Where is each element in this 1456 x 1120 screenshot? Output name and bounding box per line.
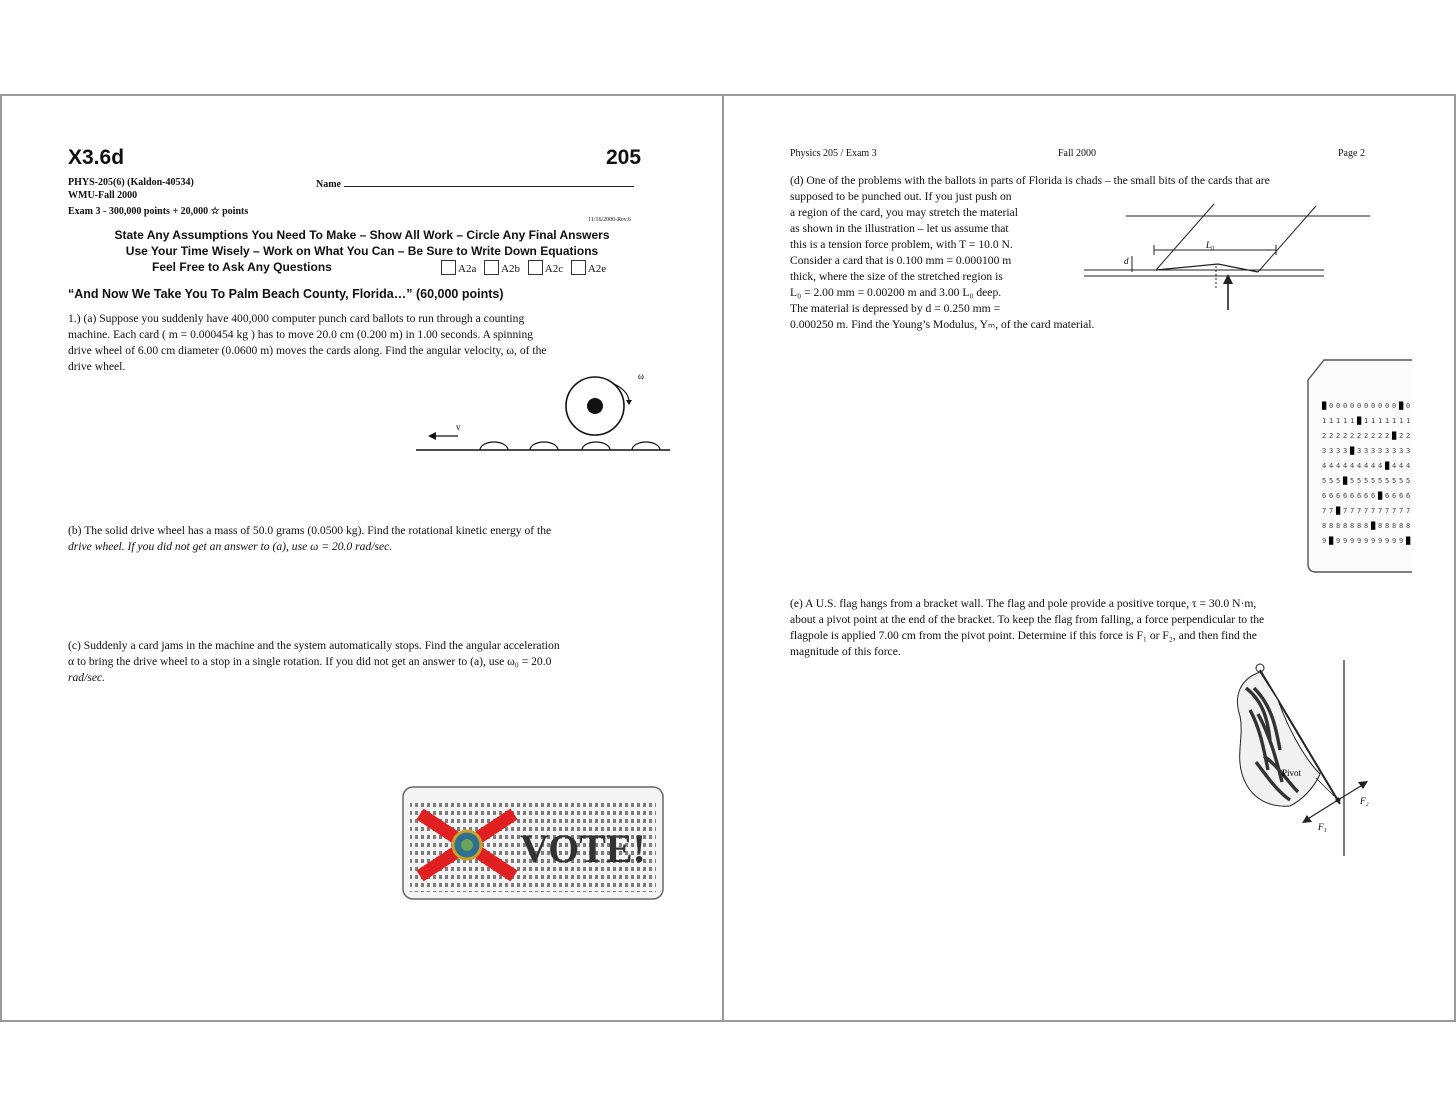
section-title: “And Now We Take You To Palm Beach County, Florida…” (60,000 points) [68,287,504,301]
velocity-label: v [456,422,461,432]
card-digit: 5 [1364,477,1369,485]
card-digit: 3 [1322,447,1327,455]
card-digit: 8 [1385,522,1390,530]
card-digit: █ [1385,462,1390,470]
question-1c: (c) Suddenly a card jams in the machine and the system automatically stops. Find the angular acceleration α to bring the drive wheel to a stop in a single rotation. If you did not get an answer to (a), use ω₀ = 20.0 rad/sec. [68,639,560,684]
checkbox-a2a[interactable] [441,260,456,275]
card-digit: 0 [1406,402,1411,410]
card-digit: 7 [1385,507,1390,515]
card-digit: 3 [1336,447,1341,455]
card-digit: 5 [1350,477,1355,485]
card-digit: 5 [1329,477,1334,485]
card-digit: 6 [1343,492,1348,500]
card-digit: 8 [1406,522,1411,530]
exam-page-1 [0,94,724,1022]
card-digit: 0 [1371,402,1376,410]
card-digit: 0 [1357,402,1362,410]
card-digit: 0 [1378,402,1383,410]
card-digit: 9 [1364,537,1369,545]
card-digit: 1 [1322,417,1327,425]
card-digit: 4 [1329,462,1334,470]
card-digit: 9 [1343,537,1348,545]
card-digit: 5 [1378,477,1383,485]
card-digit: 3 [1364,447,1369,455]
card-digit: 5 [1357,477,1362,485]
card-digit: 1 [1385,417,1390,425]
card-digit: 8 [1378,522,1383,530]
card-digit: 5 [1385,477,1390,485]
florida-seal-center [461,839,473,851]
card-digit: █ [1406,537,1411,545]
card-digit: 4 [1378,462,1383,470]
card-digit: 3 [1357,447,1362,455]
card-digit: 7 [1399,507,1404,515]
card-digit: █ [1378,492,1383,500]
card-digit: █ [1322,402,1327,410]
card-digit: 9 [1350,537,1355,545]
wheel-axle [587,398,603,414]
card-digit: 9 [1399,537,1404,545]
instruction-line-2: Use Your Time Wisely – Work on What You Can – Be Sure to Write Down Equations [125,244,599,258]
card-digit: 1 [1364,417,1369,425]
card-digit: 1 [1350,417,1355,425]
f2-label: F₂ [1360,796,1369,806]
card-digit: 1 [1406,417,1411,425]
card-digit: 4 [1350,462,1355,470]
d-label: d [1124,256,1129,266]
card-digit: 9 [1392,537,1397,545]
pivot-label: Pivot [1282,768,1302,778]
roller [530,442,558,450]
punch-card-image [1306,358,1412,576]
card-digit: 3 [1378,447,1383,455]
card-digit: 3 [1385,447,1390,455]
card-digit: 2 [1364,432,1369,440]
force-f1-arrow-head [1302,815,1312,823]
card-digit: 1 [1371,417,1376,425]
card-digit: 7 [1343,507,1348,515]
card-digit: 6 [1357,492,1362,500]
card-digit: █ [1336,507,1341,515]
roller [582,442,610,450]
card-digit: 1 [1392,417,1397,425]
card-digit: 2 [1371,432,1376,440]
card-digit: 7 [1378,507,1383,515]
card-digit: 8 [1357,522,1362,530]
exam-points-line: Exam 3 - 300,000 points + 20,000 ☆ points [68,206,249,217]
card-digit: 9 [1371,537,1376,545]
card-digit: 8 [1350,522,1355,530]
page-header-page-number: Page 2 [1338,148,1365,159]
name-field[interactable] [316,176,634,191]
card-digit: 3 [1329,447,1334,455]
card-digit: 3 [1399,447,1404,455]
card-digit: 6 [1399,492,1404,500]
card-digit: 9 [1378,537,1383,545]
card-digit: 4 [1392,462,1397,470]
depressed-profile [1156,264,1258,272]
checkbox-a2c[interactable] [528,260,543,275]
card-digit: 7 [1322,507,1327,515]
card-digit: 4 [1364,462,1369,470]
card-digit: 2 [1350,432,1355,440]
velocity-arrow-head [428,432,436,440]
card-digit: █ [1399,402,1404,410]
exam-instructions [62,227,662,259]
question-1d-intro: (d) One of the problems with the ballots in parts of Florida is chads – the small bits of the cards that are [790,174,1270,187]
card-digit: 8 [1322,522,1327,530]
question-1e: (e) A U.S. flag hangs from a bracket wall. The flag and pole provide a positive torque, τ = 30.0 N·m, about a pivot point at the end of the bracket. To keep the flag from falling, a force perpendicular to the flagpole is applied 7.00 cm from the pivot point. Determine if this force is F₁ or F₂, and then find the magnitude of this force. [790,597,1265,658]
card-digit: 0 [1350,402,1355,410]
page-header-term: Fall 2000 [1058,148,1097,159]
card-digit: 2 [1343,432,1348,440]
card-digit: 5 [1371,477,1376,485]
card-digit: 9 [1336,537,1341,545]
card-digit: █ [1343,477,1348,485]
card-digit: 7 [1371,507,1376,515]
card-digit: 1 [1399,417,1404,425]
drive-wheel-diagram [412,370,674,460]
card-digit: 8 [1329,522,1334,530]
card-digit: 6 [1385,492,1390,500]
card-digit: 1 [1336,417,1341,425]
course-number: 205 [606,146,642,169]
card-digit: 2 [1378,432,1383,440]
card-digit: 5 [1336,477,1341,485]
card-digit: █ [1392,432,1397,440]
card-digit: 8 [1364,522,1369,530]
card-digit: 8 [1392,522,1397,530]
card-digit: 2 [1357,432,1362,440]
card-digit: █ [1350,447,1355,455]
card-digit: 4 [1399,462,1404,470]
card-digit: 3 [1371,447,1376,455]
card-digit: 0 [1364,402,1369,410]
answer-key-checkboxes: A2a A2b A2c A2e [436,260,606,275]
roller [632,442,660,450]
card-digit: 2 [1399,432,1404,440]
card-digit: 2 [1336,432,1341,440]
card-digit: 6 [1329,492,1334,500]
exam-page-2 [722,94,1456,1022]
card-digit: 6 [1406,492,1411,500]
stretch-region-left [1156,204,1214,270]
card-digit: 4 [1343,462,1348,470]
omega-label: ω [638,371,644,381]
l0-label: L₀ [1206,240,1215,250]
card-digit: 3 [1406,447,1411,455]
card-digit: 2 [1406,432,1411,440]
card-digit: 7 [1329,507,1334,515]
card-digit: 5 [1392,477,1397,485]
card-digit: 2 [1385,432,1390,440]
checkbox-a2b[interactable] [484,260,499,275]
rotation-arrow-head [626,400,632,405]
instruction-line-1: State Any Assumptions You Need To Make – Show All Work – Circle Any Final Answers [114,228,610,242]
card-digit: 5 [1406,477,1411,485]
vote-text: VOTE! [520,826,646,871]
card-digit: 6 [1322,492,1327,500]
card-digit: 9 [1322,537,1327,545]
roller [480,442,508,450]
card-digit: 3 [1392,447,1397,455]
card-digit: 6 [1392,492,1397,500]
revision-date: 11/16/2000-Rev.6 [588,217,631,223]
card-digit: 7 [1392,507,1397,515]
chad-stretch-diagram [1080,196,1370,322]
card-digit: 4 [1371,462,1376,470]
card-digit: 4 [1336,462,1341,470]
school-line: WMU-Fall 2000 [68,190,138,201]
checkbox-a2e[interactable] [571,260,586,275]
card-digit: 5 [1322,477,1327,485]
card-digit: 5 [1399,477,1404,485]
f1-label: F₁ [1318,822,1327,832]
name-blank-line[interactable] [344,176,634,187]
card-digit: 1 [1343,417,1348,425]
card-digit: 4 [1406,462,1411,470]
card-digit: 7 [1350,507,1355,515]
card-digit: 0 [1385,402,1390,410]
card-digit: 2 [1329,432,1334,440]
name-label: Name [316,179,341,190]
card-digit: 9 [1385,537,1390,545]
card-digit: 0 [1392,402,1397,410]
card-digit: 7 [1406,507,1411,515]
card-digit: 7 [1364,507,1369,515]
card-digit: █ [1357,417,1362,425]
card-digit: 9 [1357,537,1362,545]
question-1d: supposed to be punched out. If you just push on a region of the card, you may stretch the material as shown in the illustration – let us assume that this is a tension force problem, with T = 10.0 N. Consider a card that is 0.100 mm = 0.000100 m thick, where the size of the stretched region is L₀ = 2.00 mm = 0.00200 m and 3.00 L₀ deep. The material is depressed by d = 0.250 mm = 0.000250 m. Find the Young’s Modulus, Yₘ, of the card material. [790,190,1095,331]
card-digit: 1 [1329,417,1334,425]
card-digit: 0 [1336,402,1341,410]
card-digit: 6 [1336,492,1341,500]
instruction-line-3: Feel Free to Ask Any Questions [152,260,332,274]
card-digit: 4 [1357,462,1362,470]
vote-punch-card-image [402,786,664,900]
course-line: PHYS-205(6) (Kaldon-40534) [68,177,194,188]
question-1b: (b) The solid drive wheel has a mass of 50.0 grams (0.0500 kg). Find the rotational kinetic energy of the drive wheel. If you did not get an answer to (a), use ω = 20.0 rad/sec. [68,524,552,553]
card-digit: 2 [1322,432,1327,440]
card-digit: 3 [1343,447,1348,455]
card-digit: █ [1329,537,1334,545]
card-digit: 7 [1357,507,1362,515]
flag-bracket-diagram [1224,658,1394,858]
card-digit: 6 [1350,492,1355,500]
card-digit: 4 [1322,462,1327,470]
force-f1-arrow [1306,800,1338,820]
force-f2-arrow-head [1358,781,1368,789]
question-1a: 1.) (a) Suppose you suddenly have 400,000 computer punch card ballots to run through a counting machine. Each card ( m = 0.000454 kg ) has to move 20.0 cm (0.200 m) in 1.00 seconds. A spinning drive wheel of 6.00 cm diameter (0.0600 m) moves the cards along. Find the angular velocity, ω, of the drive wheel. [68,312,547,373]
card-digit: 6 [1364,492,1369,500]
card-digit: 8 [1336,522,1341,530]
card-digit: 8 [1399,522,1404,530]
card-digit: 0 [1329,402,1334,410]
card-digit: 6 [1371,492,1376,500]
exam-title: X3.6d [68,146,125,169]
card-digit: 1 [1378,417,1383,425]
page-header-course: Physics 205 / Exam 3 [790,148,877,159]
card-digit: 0 [1343,402,1348,410]
card-digit: █ [1371,522,1376,530]
card-digit: 8 [1343,522,1348,530]
